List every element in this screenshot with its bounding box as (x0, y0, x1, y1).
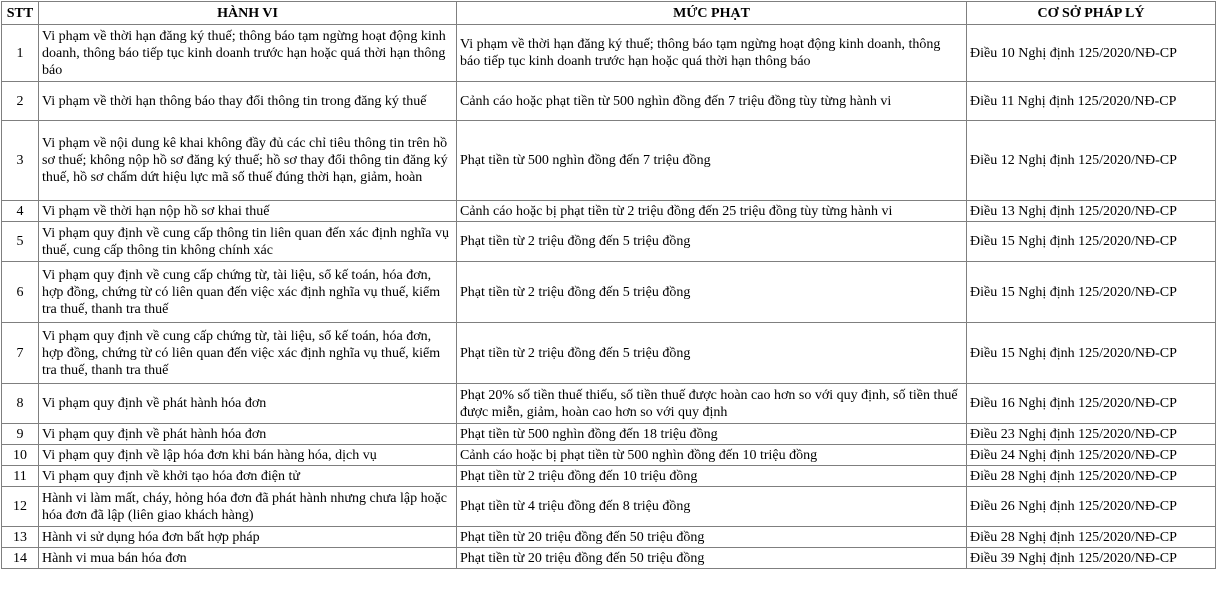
cell-stt: 13 (2, 527, 39, 548)
table-row (2, 445, 1216, 466)
cell-behavior: Vi phạm quy định về khởi tạo hóa đơn điện tử (39, 466, 457, 487)
cell-behavior: Vi phạm quy định về cung cấp chứng từ, tài liệu, sổ kế toán, hóa đơn, hợp đồng, chứng từ có liên quan đến việc xác định nghĩa vụ thuế, kiểm tra thuế, thanh tra thuế (39, 323, 457, 384)
cell-penalty: Cảnh cáo hoặc phạt tiền từ 500 nghìn đồng đến 7 triệu đồng tùy từng hành vi (457, 82, 967, 121)
cell-legal-basis: Điều 39 Nghị định 125/2020/NĐ-CP (967, 548, 1216, 569)
cell-legal-basis: Điều 12 Nghị định 125/2020/NĐ-CP (967, 121, 1216, 201)
table-row (2, 121, 1216, 201)
table-row (2, 424, 1216, 445)
cell-behavior: Vi phạm về nội dung kê khai không đầy đủ các chỉ tiêu thông tin trên hồ sơ thuế; không nộp hồ sơ đăng ký thuế; hồ sơ thay đổi thông tin đăng ký thuế, hồ sơ chấm dứt hiệu lực mã số thuế đúng thời hạn, giảm, hoàn (39, 121, 457, 201)
cell-stt: 1 (2, 25, 39, 82)
cell-penalty: Phạt tiền từ 2 triệu đồng đến 5 triệu đồng (457, 323, 967, 384)
cell-penalty: Phạt tiền từ 500 nghìn đồng đến 7 triệu đồng (457, 121, 967, 201)
table-row (2, 82, 1216, 121)
cell-legal-basis: Điều 16 Nghị định 125/2020/NĐ-CP (967, 384, 1216, 424)
cell-stt: 6 (2, 262, 39, 323)
cell-behavior: Vi phạm quy định về phát hành hóa đơn (39, 384, 457, 424)
table-row (2, 487, 1216, 527)
cell-behavior: Hành vi sử dụng hóa đơn bất hợp pháp (39, 527, 457, 548)
table-row (2, 222, 1216, 262)
table-row (2, 201, 1216, 222)
cell-penalty: Phạt tiền từ 20 triệu đồng đến 50 triệu đồng (457, 527, 967, 548)
header-behavior: HÀNH VI (39, 2, 457, 25)
table-row (2, 25, 1216, 82)
cell-behavior: Hành vi mua bán hóa đơn (39, 548, 457, 569)
cell-legal-basis: Điều 10 Nghị định 125/2020/NĐ-CP (967, 25, 1216, 82)
header-row (2, 2, 1216, 25)
cell-behavior: Vi phạm về thời hạn đăng ký thuế; thông báo tạm ngừng hoạt động kinh doanh, thông báo tiếp tục kinh doanh trước hạn hoặc quá thời hạn thông báo (39, 25, 457, 82)
cell-stt: 10 (2, 445, 39, 466)
cell-penalty: Phạt tiền từ 2 triệu đồng đến 5 triệu đồng (457, 262, 967, 323)
cell-penalty: Phạt tiền từ 2 triệu đồng đến 10 triệu đồng (457, 466, 967, 487)
cell-stt: 4 (2, 201, 39, 222)
cell-penalty: Vi phạm về thời hạn đăng ký thuế; thông báo tạm ngừng hoạt động kinh doanh, thông báo tiếp tục kinh doanh trước hạn hoặc quá thời hạn thông báo (457, 25, 967, 82)
cell-penalty: Phạt tiền từ 4 triệu đồng đến 8 triệu đồng (457, 487, 967, 527)
cell-legal-basis: Điều 28 Nghị định 125/2020/NĐ-CP (967, 466, 1216, 487)
cell-behavior: Vi phạm về thời hạn thông báo thay đổi thông tin trong đăng ký thuế (39, 82, 457, 121)
cell-legal-basis: Điều 15 Nghị định 125/2020/NĐ-CP (967, 262, 1216, 323)
cell-behavior: Vi phạm về thời hạn nộp hồ sơ khai thuế (39, 201, 457, 222)
cell-stt: 3 (2, 121, 39, 201)
table-row (2, 323, 1216, 384)
header-legal-basis: CƠ SỞ PHÁP LÝ (967, 2, 1216, 25)
cell-penalty: Phạt tiền từ 20 triệu đồng đến 50 triệu đồng (457, 548, 967, 569)
cell-behavior: Vi phạm quy định về cung cấp thông tin liên quan đến xác định nghĩa vụ thuế, cung cấp thông tin không chính xác (39, 222, 457, 262)
cell-behavior: Hành vi làm mất, cháy, hỏng hóa đơn đã phát hành nhưng chưa lập hoặc hóa đơn đã lập (liên giao khách hàng) (39, 487, 457, 527)
cell-penalty: Phạt tiền từ 500 nghìn đồng đến 18 triệu đồng (457, 424, 967, 445)
table-row (2, 466, 1216, 487)
cell-stt: 7 (2, 323, 39, 384)
cell-stt: 8 (2, 384, 39, 424)
cell-stt: 12 (2, 487, 39, 527)
cell-penalty: Phạt 20% số tiền thuế thiếu, số tiền thuế được hoàn cao hơn so với quy định, số tiền thuế được miễn, giảm, hoàn cao hơn so với quy định (457, 384, 967, 424)
table-row (2, 527, 1216, 548)
cell-stt: 5 (2, 222, 39, 262)
cell-stt: 11 (2, 466, 39, 487)
header-stt: STT (2, 2, 39, 25)
cell-legal-basis: Điều 28 Nghị định 125/2020/NĐ-CP (967, 527, 1216, 548)
cell-penalty: Cảnh cáo hoặc bị phạt tiền từ 500 nghìn đồng đến 10 triệu đồng (457, 445, 967, 466)
penalty-table (1, 1, 1216, 569)
table-row (2, 384, 1216, 424)
header-penalty: MỨC PHẠT (457, 2, 967, 25)
cell-legal-basis: Điều 13 Nghị định 125/2020/NĐ-CP (967, 201, 1216, 222)
cell-behavior: Vi phạm quy định về cung cấp chứng từ, tài liệu, sổ kế toán, hóa đơn, hợp đồng, chứng từ có liên quan đến việc xác định nghĩa vụ thuế, kiểm tra thuế, thanh tra thuế (39, 262, 457, 323)
cell-penalty: Phạt tiền từ 2 triệu đồng đến 5 triệu đồng (457, 222, 967, 262)
cell-legal-basis: Điều 15 Nghị định 125/2020/NĐ-CP (967, 222, 1216, 262)
cell-stt: 9 (2, 424, 39, 445)
cell-behavior: Vi phạm quy định về lập hóa đơn khi bán hàng hóa, dịch vụ (39, 445, 457, 466)
cell-legal-basis: Điều 23 Nghị định 125/2020/NĐ-CP (967, 424, 1216, 445)
cell-legal-basis: Điều 26 Nghị định 125/2020/NĐ-CP (967, 487, 1216, 527)
cell-stt: 14 (2, 548, 39, 569)
cell-legal-basis: Điều 11 Nghị định 125/2020/NĐ-CP (967, 82, 1216, 121)
table-body (2, 25, 1216, 569)
cell-behavior: Vi phạm quy định về phát hành hóa đơn (39, 424, 457, 445)
cell-legal-basis: Điều 15 Nghị định 125/2020/NĐ-CP (967, 323, 1216, 384)
table-row (2, 262, 1216, 323)
cell-stt: 2 (2, 82, 39, 121)
cell-penalty: Cảnh cáo hoặc bị phạt tiền từ 2 triệu đồng đến 25 triệu đồng tùy từng hành vi (457, 201, 967, 222)
cell-legal-basis: Điều 24 Nghị định 125/2020/NĐ-CP (967, 445, 1216, 466)
table-row (2, 548, 1216, 569)
